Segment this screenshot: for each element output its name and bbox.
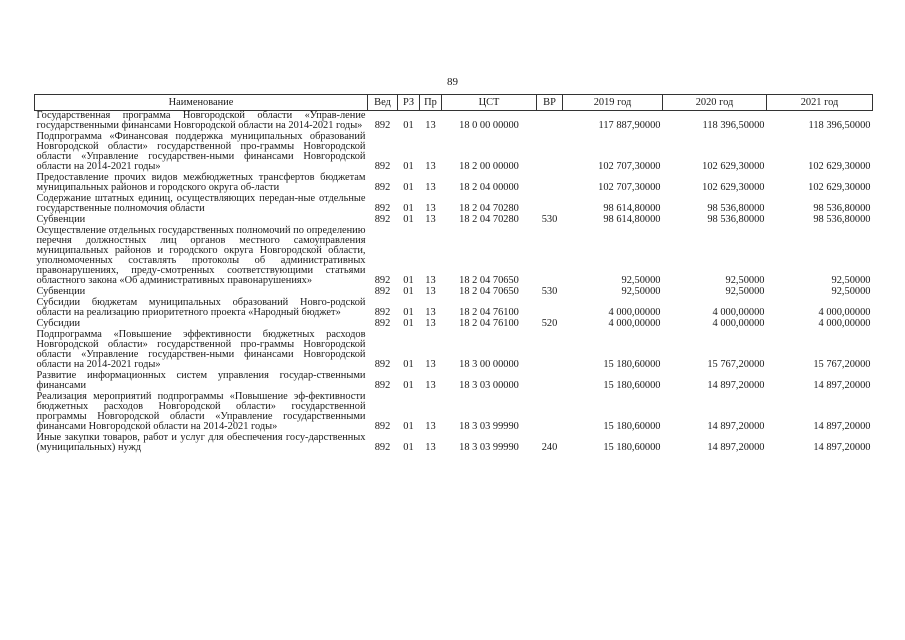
row-rz: 01	[403, 307, 414, 318]
row-2020-amount: 92,50000	[725, 275, 765, 286]
row-ved: 892	[374, 442, 391, 453]
row-vr: 240	[541, 442, 558, 453]
row-2020-amount: 4 000,00000	[712, 307, 765, 318]
header-2021: 2021 год	[767, 95, 873, 111]
row-rz: 01	[403, 161, 414, 172]
row-2021-amount: 102 629,30000	[808, 161, 871, 172]
row-2019-amount: 117 887,90000	[598, 120, 661, 131]
row-cst: 18 3 03 00000	[459, 380, 519, 391]
row-2020-amount: 14 897,20000	[707, 421, 765, 432]
row-2021-amount: 14 897,20000	[813, 442, 871, 453]
row-name: Реализация мероприятий подпрограммы «Повышение эф-фективности бюджетных расходов Новгородской области» государственной программы Новгородской области «Управление государственными финансами Новгородской области на 2014-2021 годы»	[36, 391, 366, 432]
row-pr: 13	[425, 442, 436, 453]
row-2021-amount: 98 536,80000	[813, 203, 871, 214]
row-vr	[537, 132, 563, 173]
row-vr	[537, 392, 563, 433]
row-2020-amount: 118 396,50000	[702, 120, 765, 131]
table-row	[35, 298, 873, 319]
row-2021-amount: 98 536,80000	[813, 214, 871, 225]
row-2019-amount: 15 180,60000	[603, 442, 661, 453]
row-rz: 01	[403, 442, 414, 453]
table-row	[35, 433, 873, 454]
row-cst: 18 2 04 70650	[459, 286, 519, 297]
table-body	[35, 111, 873, 455]
row-2020-amount: 102 629,30000	[702, 182, 765, 193]
row-2019-amount: 102 707,30000	[598, 161, 661, 172]
table-row	[35, 226, 873, 287]
row-name: Предоставление прочих видов межбюджетных трансфертов бюджетам муниципальных районов и городского округа об-ласти	[36, 172, 366, 193]
row-rz: 01	[403, 182, 414, 193]
row-name: Подпрограмма «Повышение эффективности бюджетных расходов Новгородской области» государственной про-граммы Новгородской области «Управление государствен-ными финансами Новгородской области на 2014-2021 годы»	[36, 329, 366, 370]
row-2020-amount: 14 897,20000	[707, 442, 765, 453]
row-cst: 18 3 03 99990	[459, 421, 519, 432]
row-2019-amount: 15 180,60000	[603, 359, 661, 370]
page-number: 89	[447, 76, 458, 88]
row-cst: 18 2 04 70280	[459, 203, 519, 214]
row-vr	[537, 330, 563, 371]
row-pr: 13	[425, 286, 436, 297]
header-vr: ВР	[537, 95, 563, 111]
table-row	[35, 392, 873, 433]
row-vr	[537, 226, 563, 287]
budget-table	[34, 94, 873, 454]
row-cst: 18 2 04 00000	[459, 182, 519, 193]
table-row	[35, 173, 873, 194]
table-row	[35, 371, 873, 392]
row-cst: 18 2 04 76100	[459, 318, 519, 329]
table-row	[35, 330, 873, 371]
row-vr: 520	[541, 318, 558, 329]
row-pr: 13	[425, 380, 436, 391]
row-ved: 892	[374, 214, 391, 225]
row-vr: 530	[541, 214, 558, 225]
header-rz: РЗ	[398, 95, 420, 111]
table-row	[35, 132, 873, 173]
row-2019-amount: 4 000,00000	[608, 307, 661, 318]
row-ved: 892	[374, 182, 391, 193]
row-pr: 13	[425, 214, 436, 225]
row-2020-amount: 98 536,80000	[707, 203, 765, 214]
row-ved: 892	[374, 380, 391, 391]
row-vr	[537, 371, 563, 392]
row-2020-amount: 98 536,80000	[707, 214, 765, 225]
row-cst: 18 3 03 99990	[459, 442, 519, 453]
row-vr	[537, 173, 563, 194]
header-pr: Пр	[420, 95, 442, 111]
row-2021-amount: 15 767,20000	[813, 359, 871, 370]
row-pr: 13	[425, 307, 436, 318]
header-2019: 2019 год	[563, 95, 663, 111]
row-2021-amount: 4 000,00000	[818, 318, 871, 329]
table-row	[35, 194, 873, 215]
row-ved: 892	[374, 203, 391, 214]
header-cst: ЦСТ	[442, 95, 537, 111]
row-rz: 01	[403, 120, 414, 131]
row-pr: 13	[425, 359, 436, 370]
row-cst: 18 2 00 00000	[459, 161, 519, 172]
row-rz: 01	[403, 318, 414, 329]
table-header-row	[35, 95, 873, 111]
row-cst: 18 0 00 00000	[459, 120, 519, 131]
row-2020-amount: 102 629,30000	[702, 161, 765, 172]
row-2019-amount: 98 614,80000	[603, 214, 661, 225]
row-2019-amount: 15 180,60000	[603, 380, 661, 391]
row-cst: 18 3 00 00000	[459, 359, 519, 370]
row-2020-amount: 14 897,20000	[707, 380, 765, 391]
row-vr	[537, 298, 563, 319]
row-name: Развитие информационных систем управления государ-ственными финансами	[36, 370, 366, 391]
row-2020-amount: 15 767,20000	[707, 359, 765, 370]
row-2019-amount: 92,50000	[621, 275, 661, 286]
row-vr	[537, 194, 563, 215]
row-pr: 13	[425, 182, 436, 193]
row-2021-amount: 4 000,00000	[818, 307, 871, 318]
row-2019-amount: 15 180,60000	[603, 421, 661, 432]
row-2020-amount: 92,50000	[725, 286, 765, 297]
row-pr: 13	[425, 421, 436, 432]
row-pr: 13	[425, 275, 436, 286]
table-row	[35, 111, 873, 133]
row-ved: 892	[374, 307, 391, 318]
row-2019-amount: 4 000,00000	[608, 318, 661, 329]
row-2019-amount: 92,50000	[621, 286, 661, 297]
header-name: Наименование	[35, 95, 368, 111]
row-pr: 13	[425, 161, 436, 172]
row-2021-amount: 92,50000	[831, 275, 871, 286]
row-name: Осуществление отдельных государственных полномочий по определению перечня должностных лиц органов местного самоуправления муниципальных районов и городского округа Новгородской области, уполномоченных составлять протоколы об административных правонарушениях, преду-смотренных соответствующими статьями областного закона «Об административных правонарушениях»	[36, 225, 366, 286]
row-name: Подпрограмма «Финансовая поддержка муниципальных образований Новгородской области» государственной про-граммы Новгородской области «Управление государствен-ными финансами Новгородской области на 2014-2021 годы»	[36, 131, 366, 172]
row-2021-amount: 118 396,50000	[808, 120, 871, 131]
row-rz: 01	[403, 380, 414, 391]
row-rz: 01	[403, 359, 414, 370]
row-name: Субвенции	[36, 286, 86, 297]
row-ved: 892	[374, 275, 391, 286]
row-rz: 01	[403, 214, 414, 225]
row-pr: 13	[425, 203, 436, 214]
row-2021-amount: 14 897,20000	[813, 421, 871, 432]
row-2020-amount: 4 000,00000	[712, 318, 765, 329]
row-rz: 01	[403, 203, 414, 214]
row-cst: 18 2 04 70650	[459, 275, 519, 286]
row-2021-amount: 102 629,30000	[808, 182, 871, 193]
row-2019-amount: 98 614,80000	[603, 203, 661, 214]
row-name: Субсидии бюджетам муниципальных образований Новго-родской области на реализацию приоритетного проекта «Народный бюджет»	[36, 297, 366, 318]
row-name: Субсидии	[36, 318, 81, 329]
row-ved: 892	[374, 359, 391, 370]
row-name: Содержание штатных единиц, осуществляющих передан-ные отдельные государственные полномочия области	[36, 193, 366, 214]
row-ved: 892	[374, 161, 391, 172]
row-name: Субвенции	[36, 214, 86, 225]
row-ved: 892	[374, 318, 391, 329]
row-vr	[537, 111, 563, 133]
row-ved: 892	[374, 286, 391, 297]
row-2019-amount: 102 707,30000	[598, 182, 661, 193]
row-ved: 892	[374, 120, 391, 131]
row-cst: 18 2 04 70280	[459, 214, 519, 225]
header-ved: Вед	[368, 95, 398, 111]
row-2021-amount: 14 897,20000	[813, 380, 871, 391]
row-ved: 892	[374, 421, 391, 432]
row-2021-amount: 92,50000	[831, 286, 871, 297]
row-pr: 13	[425, 120, 436, 131]
row-vr: 530	[541, 286, 558, 297]
row-cst: 18 2 04 76100	[459, 307, 519, 318]
row-pr: 13	[425, 318, 436, 329]
row-rz: 01	[403, 275, 414, 286]
header-2020: 2020 год	[663, 95, 767, 111]
row-name: Иные закупки товаров, работ и услуг для обеспечения госу-дарственных (муниципальных) нужд	[36, 432, 366, 453]
row-rz: 01	[403, 421, 414, 432]
row-rz: 01	[403, 286, 414, 297]
row-name: Государственная программа Новгородской области «Управ-ление государственными финансами Новгородской области на 2014-2021 годы»	[36, 110, 366, 131]
